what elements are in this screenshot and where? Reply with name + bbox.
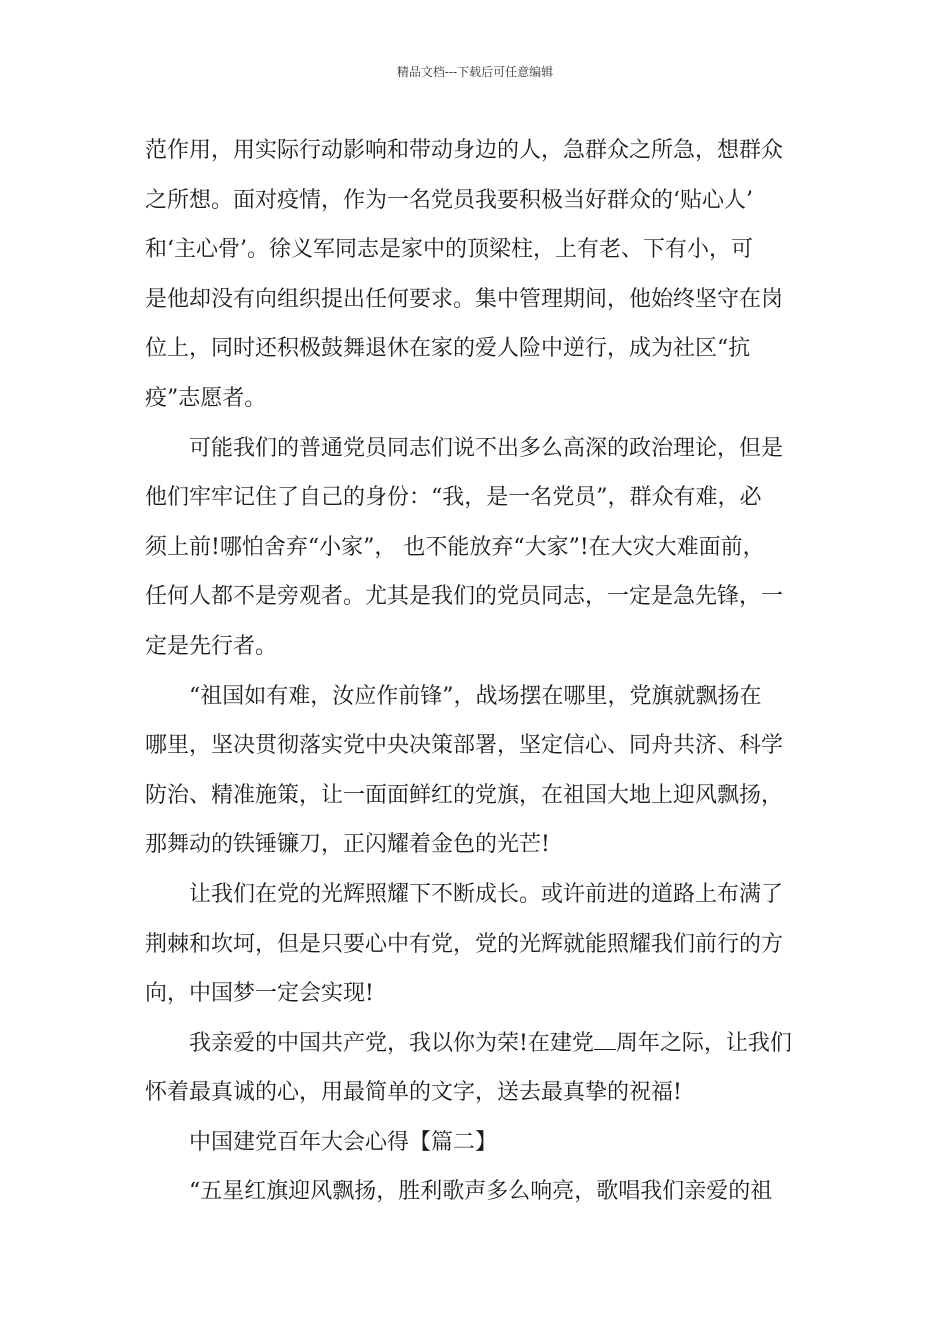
closing-text-before: 我亲爱的中国共产党，我以你为荣!在建党 (189, 1030, 594, 1056)
text-line: “祖国如有难，汝应作前锋”，战场摆在哪里，党旗就飘扬在 (189, 683, 762, 709)
paragraph-4 (145, 870, 810, 1019)
page-header: 精品文档---下载后可任意编辑 (396, 65, 554, 79)
text-line: 范作用，用实际行动影响和带动身边的人，急群众之所急，想群众 (145, 138, 784, 163)
text-line: 怀着最真诚的心，用最简单的文字，送去最真挚的祝福! (145, 1080, 682, 1106)
text-line: “五星红旗迎风飘扬，胜利歌声多么响亮，歌唱我们亲爱的祖 (189, 1179, 773, 1205)
text-line: 哪里，坚决贯彻落实党中央决策部署，坚定信心、同舟共济、科学 (145, 733, 784, 759)
text-line (145, 1019, 810, 1069)
text-line: 定是先行者。 (145, 633, 278, 659)
document-body (145, 126, 810, 1217)
paragraph-closing (145, 1019, 810, 1118)
text-line: 之所想。面对疫情，作为一名党员我要积极当好群众的‘贴心人’ (145, 187, 753, 213)
text-line: 防治、精准施策，让一面面鲜红的党旗，在祖国大地上迎风飘扬， (145, 782, 784, 808)
fill-in-blank (594, 1049, 616, 1050)
section-heading: 中国建党百年大会心得【篇二】 (189, 1129, 498, 1155)
text-line: 和‘主心骨’。徐义军同志是家中的顶梁柱，上有老、下有小，可 (145, 237, 753, 263)
text-line: 那舞动的铁锤镰刀，正闪耀着金色的光芒! (145, 832, 550, 858)
text-line: 可能我们的普通党员同志们说不出多么高深的政治理论，但是 (189, 435, 784, 461)
paragraph-1 (145, 126, 810, 424)
text-line: 让我们在党的光辉照耀下不断成长。或许前进的道路上布满了 (189, 881, 784, 907)
text-line: 荆棘和坎坷，但是只要心中有党，党的光辉就能照耀我们前行的方 (145, 931, 784, 957)
paragraph-3 (145, 672, 810, 870)
text-line: 位上，同时还积极鼓舞退休在家的爱人险中逆行，成为社区“抗 (145, 336, 751, 362)
text-line: 疫”志愿者。 (145, 385, 267, 411)
text-line: 须上前!哪怕舍弃“小家”， 也不能放弃“大家”!在大灾大难面前， (145, 534, 765, 560)
text-line: 向，中国梦一定会实现! (145, 981, 374, 1007)
closing-text-after: 周年之际，让我们 (615, 1030, 792, 1056)
text-line: 任何人都不是旁观者。尤其是我们的党员同志，一定是急先锋，一 (145, 584, 784, 610)
text-line: 他们牢牢记住了自己的身份：“我，是一名党员”，群众有难，必 (145, 485, 762, 511)
text-line: 是他却没有向组织提出任何要求。集中管理期间，他始终坚守在岗 (145, 286, 784, 312)
paragraph-2 (145, 424, 810, 672)
